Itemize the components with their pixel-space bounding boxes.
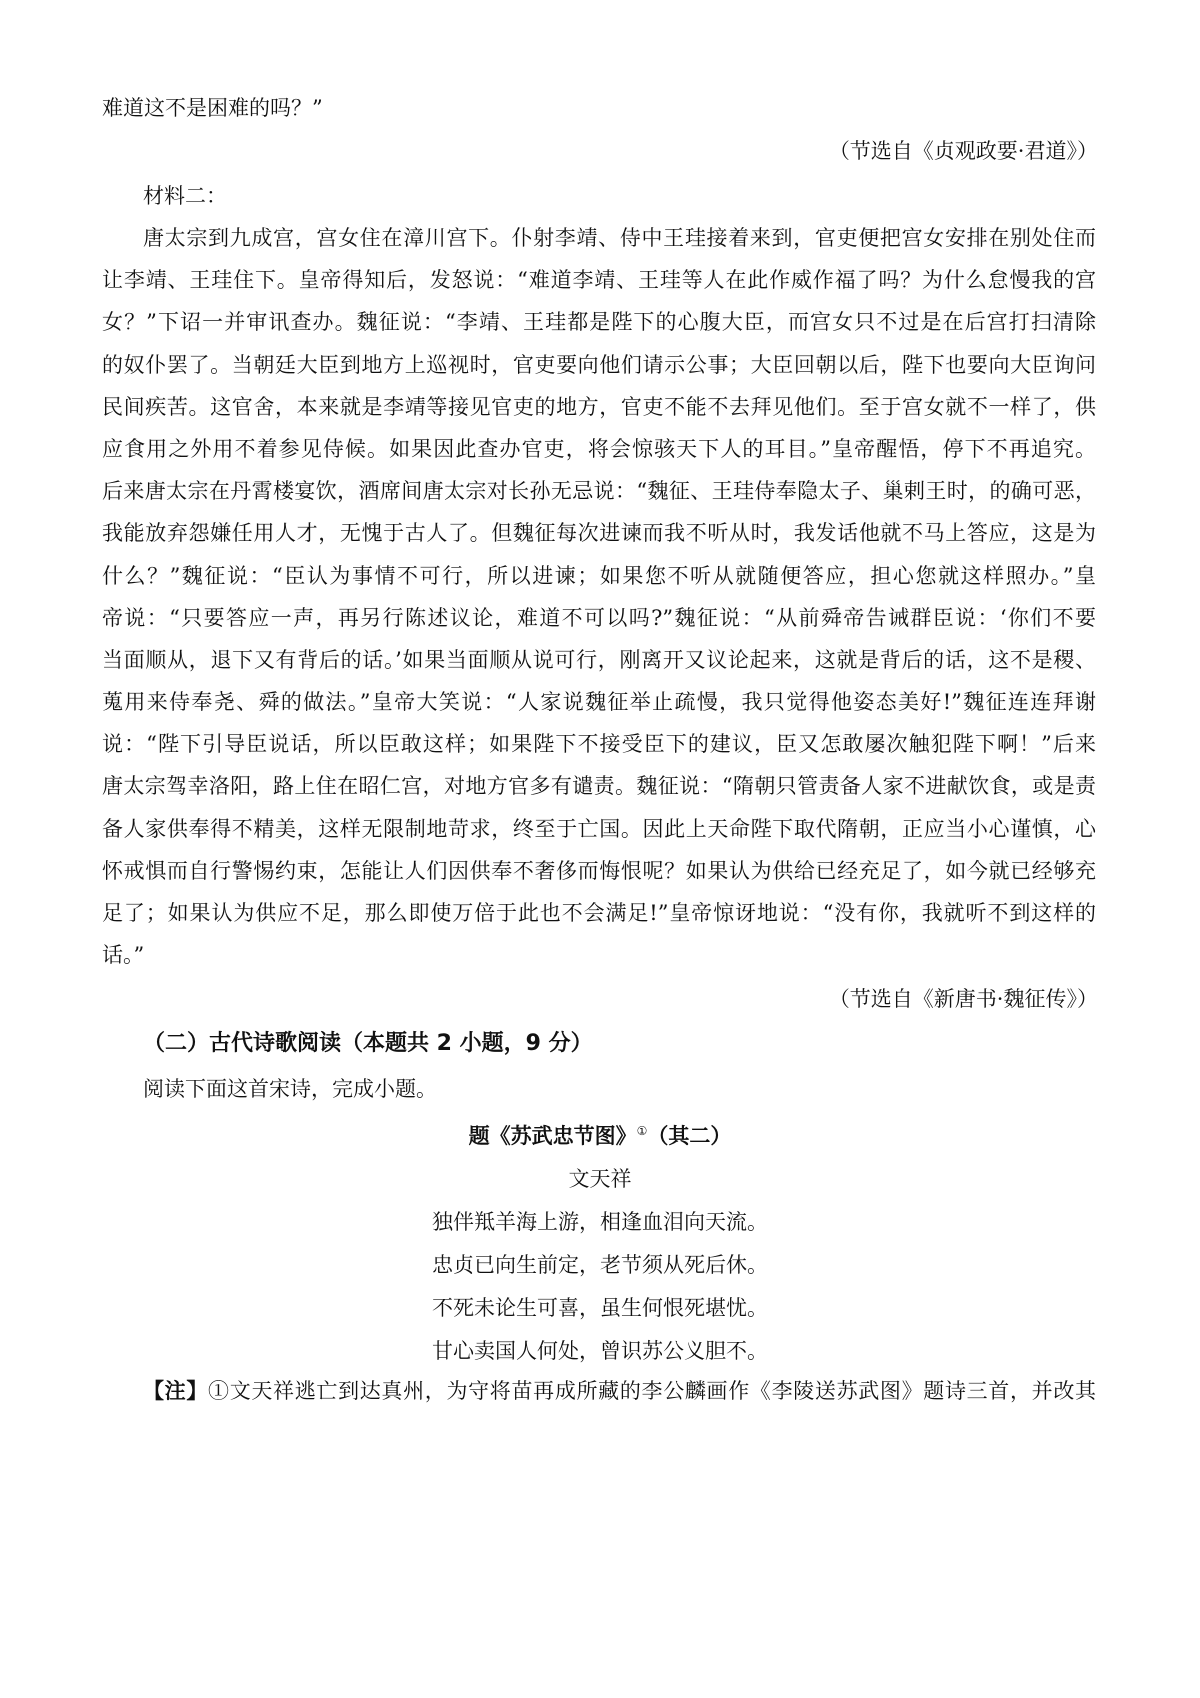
paragraph-line: 什么？”魏征说：“臣认为事情不可行，所以进谏；如果您不听从就随便答应，担心您就这样照办。”皇 <box>102 564 1096 588</box>
paragraph-line: 当面顺从，退下又有背后的话。’如果当面顺从说可行，刚离开又议论起来，这就是背后的话，这不是稷、 <box>102 648 1096 672</box>
paragraph-line: 足了；如果认为供应不足，那么即使万倍于此也不会满足!”皇帝惊讶地说：“没有你，我就听不到这样的 <box>102 901 1096 925</box>
poem-title-text: 题《苏武忠节图》 <box>468 1124 637 1148</box>
paragraph-line: 唐太宗驾幸洛阳，路上住在昭仁宫，对地方官多有谴责。魏征说：“隋朝只管责备人家不进献饮食，或是责 <box>102 774 1096 798</box>
poem-line: 独伴羝羊海上游，相逢血泪向天流。 <box>432 1210 768 1234</box>
paragraph-line: 让李靖、王珪住下。皇帝得知后，发怒说：“难道李靖、王珪等人在此作威作福了吗？为什么怠慢我的宫 <box>102 268 1096 292</box>
paragraph-line: 民间疾苦。这官舍，本来就是李靖等接见官吏的地方，官吏不能不去拜见他们。至于宫女就不一样了，供 <box>102 395 1096 419</box>
poem-line: 甘心卖国人何处，曾识苏公义胆不。 <box>432 1339 768 1363</box>
poem-line: 忠贞已向生前定，老节须从死后休。 <box>432 1253 768 1277</box>
material1-last-line: 难道这不是困难的吗？” <box>102 96 323 120</box>
footnote-text: ①文天祥逃亡到达真州，为守将苗再成所藏的李公麟画作《李陵送苏武图》题诗三首，并改其 <box>208 1379 1097 1403</box>
section-heading: （二）古代诗歌阅读（本题共 2 小题，9 分） <box>143 1031 593 1056</box>
material2-label: 材料二： <box>143 184 227 208</box>
paragraph-line: 说：“陛下引导臣说话，所以臣敢这样；如果陛下不接受臣下的建议，臣又怎敢屡次触犯陛下啊！”后来 <box>102 732 1096 756</box>
paragraph-line: 后来唐太宗在丹霄楼宴饮，酒席间唐太宗对长孙无忌说：“魏征、王珪侍奉隐太子、巢剌王时，的确可恶， <box>102 479 1096 503</box>
footnote <box>143 1377 1096 1405</box>
poem-title <box>0 1121 1200 1151</box>
paragraph-line: 备人家供奉得不精美，这样无限制地苛求，终至于亡国。因此上天命陛下取代隋朝，正应当小心谨慎，心 <box>102 817 1096 841</box>
paragraph-line: 女？”下诏一并审讯查办。魏征说：“李靖、王珪都是陛下的心腹大臣，而宫女只不过是在后宫打扫清除 <box>102 310 1096 334</box>
paragraph-line: 应食用之外用不着参见侍候。如果因此查办官吏，将会惊骇天下人的耳目。”皇帝醒悟，停下不再追究。 <box>102 437 1096 461</box>
paragraph-line: 怀戒惧而自行警惕约束，怎能让人们因供奉不奢侈而悔恨呢？如果认为供给已经充足了，如今就已经够充 <box>102 859 1096 883</box>
paragraph-line: 我能放弃怨嫌任用人才，无愧于古人了。但魏征每次进谏而我不听从时，我发话他就不马上答应，这是为 <box>102 521 1096 545</box>
poem-author: 文天祥 <box>568 1167 632 1191</box>
poem-title-suffix: （其二） <box>647 1124 732 1148</box>
paragraph-line: 蒐用来侍奉尧、舜的做法。”皇帝大笑说：“人家说魏征举止疏慢，我只觉得他姿态美好!”魏征连连拜谢 <box>102 690 1096 714</box>
material1-source: （节选自《贞观政要·君道》） <box>828 139 1098 163</box>
poem-line: 不死未论生可喜，虽生何恨死堪忧。 <box>432 1296 768 1320</box>
section-instruction: 阅读下面这首宋诗，完成小题。 <box>143 1077 437 1101</box>
paragraph-line: 唐太宗到九成宫，宫女住在漳川宫下。仆射李靖、侍中王珪接着来到，官吏便把宫女安排在别处住而 <box>143 226 1096 250</box>
paragraph-line: 话。” <box>102 943 145 967</box>
footnote-tag: 【注】 <box>143 1379 209 1403</box>
footnote-marker: ① <box>636 1124 648 1138</box>
material2-source: （节选自《新唐书·魏征传》） <box>828 987 1098 1011</box>
paragraph-line: 的奴仆罢了。当朝廷大臣到地方上巡视时，官吏要向他们请示公事；大臣回朝以后，陛下也要向大臣询问 <box>102 353 1096 377</box>
paragraph-line: 帝说：“只要答应一声，再另行陈述议论，难道不可以吗?”魏征说：“从前舜帝告诫群臣说：‘你们不要 <box>102 606 1096 630</box>
